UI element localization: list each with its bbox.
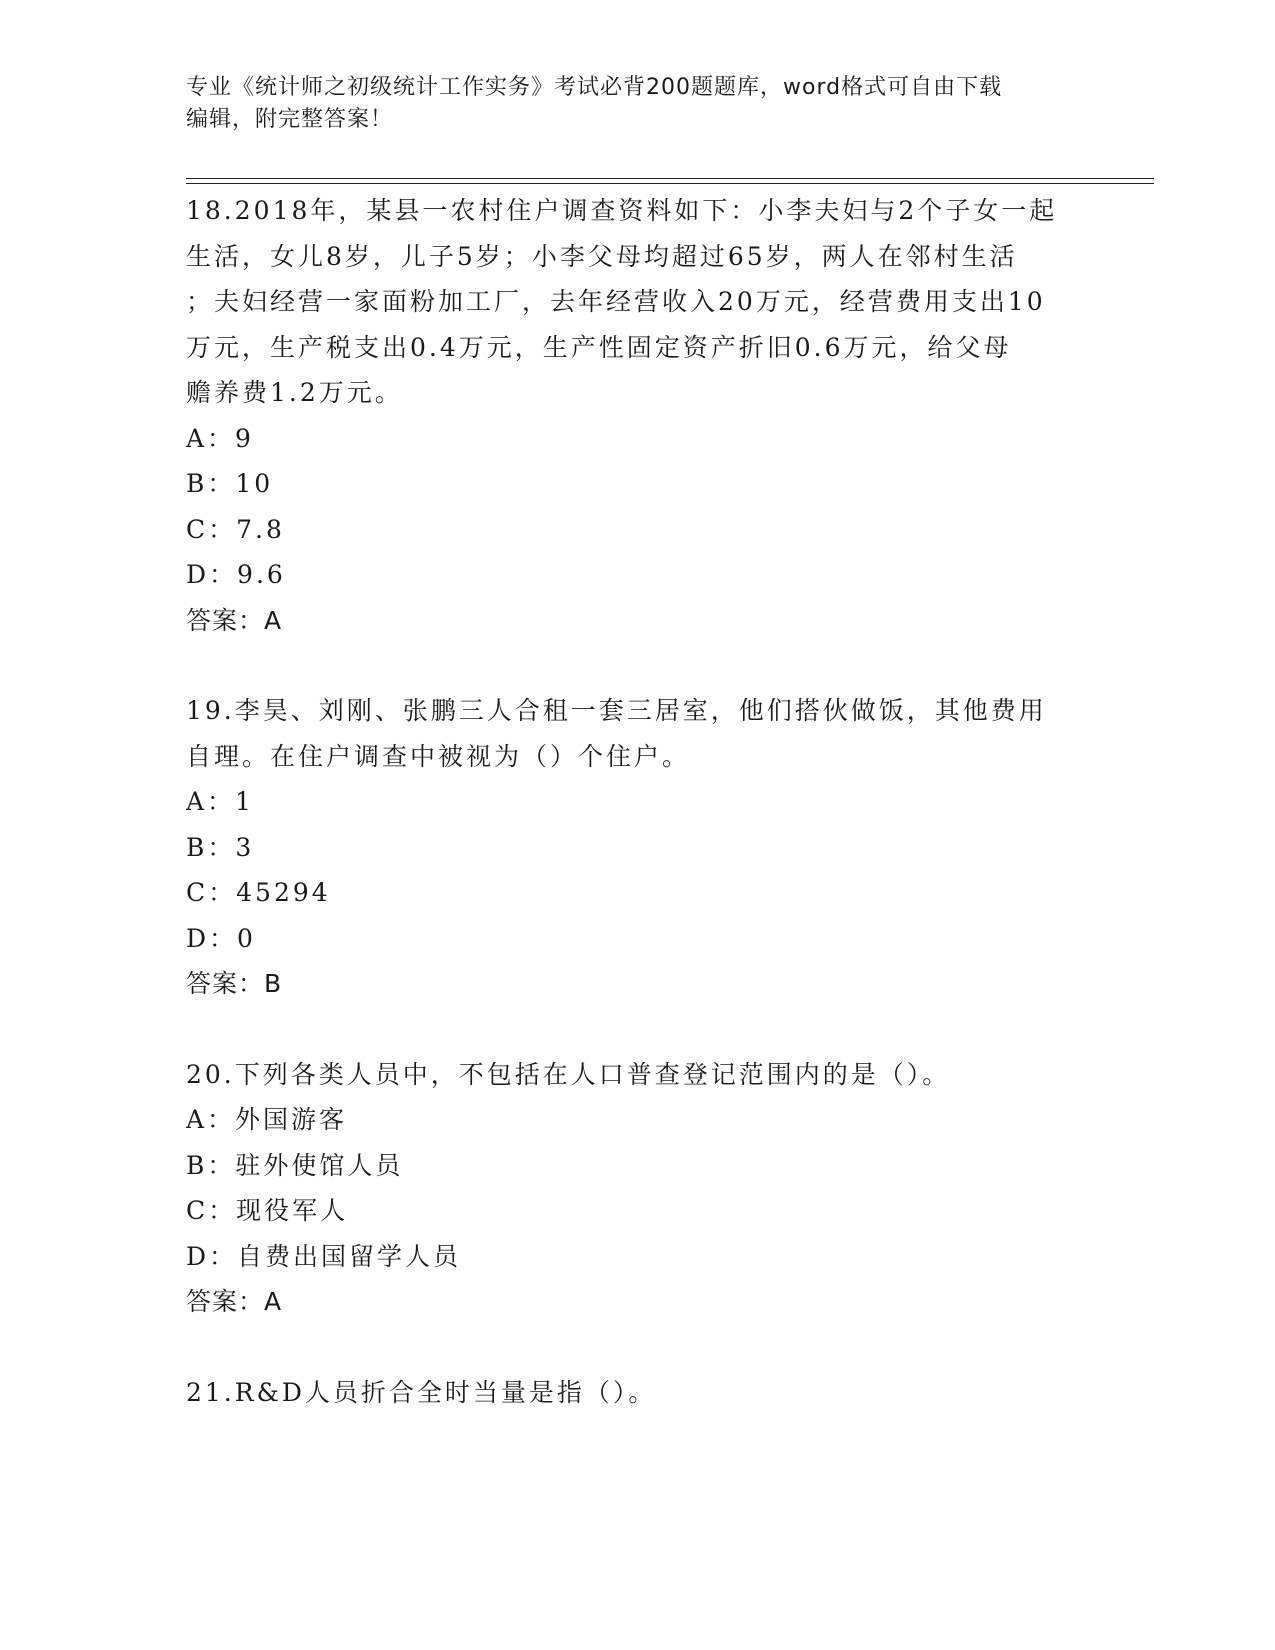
option-d: D：9.6 [186,560,286,589]
option-c: C：现役军人 [186,1196,349,1225]
question-text-line: 20.下列各类人员中，不包括在人口普查登记范围内的是（）。 [186,1059,951,1089]
option-c: C：7.8 [186,514,285,544]
spacer [186,643,1086,688]
answer-label: 答案：A [186,1287,283,1316]
header-divider-top [186,178,1154,179]
document-header [186,72,1086,136]
question-text-line: ；夫妇经营一家面粉加工厂，去年经营收入20万元，经营费用支出10 [186,287,1046,316]
question-21 [186,1370,1086,1416]
header-divider-bottom [186,183,1154,184]
question-text-line: 18.2018年，某县一农村住户调查资料如下：小李夫妇与2个子女一起 [186,196,1058,225]
question-19 [186,688,1086,779]
answer-label: 答案：B [186,969,283,998]
question-20 [186,1052,1086,1098]
option-a: A：9 [186,423,254,453]
header-line-1: 专业《统计师之初级统计工作实务》考试必背200题题库，word格式可自由下载 [186,75,1003,100]
option-d: D：自费出国留学人员 [186,1241,462,1271]
option-b: B：10 [186,469,274,498]
option-b: B：3 [186,832,255,862]
question-text-line: 自理。在住户调查中被视为（）个住户。 [186,741,691,771]
header-line-2: 编辑，附完整答案！ [186,107,394,132]
option-b: B：驻外使馆人员 [186,1150,404,1180]
answer-label: 答案：A [186,605,283,635]
question-text-line: 赡养费1.2万元。 [186,378,403,407]
question-text-line: 21.R&D人员折合全时当量是指（）。 [186,1377,657,1407]
question-text-line: 生活，女儿8岁，儿子5岁；小李父母均超过65岁，两人在邻村生活 [186,241,1018,271]
question-18 [186,188,1086,416]
option-d: D：0 [186,923,256,953]
question-text-line: 万元，生产税支出0.4万元，生产性固定资产折旧0.6万元，给父母 [186,332,1012,362]
spacer [186,1007,1086,1052]
option-a: A：外国游客 [186,1105,348,1134]
spacer [186,1325,1086,1370]
question-text-line: 19.李昊、刘刚、张鹏三人合租一套三居室，他们搭伙做饭，其他费用 [186,696,1047,725]
option-a: A：1 [186,787,254,816]
option-c: C：45294 [186,878,331,907]
question-list [186,188,1086,1415]
